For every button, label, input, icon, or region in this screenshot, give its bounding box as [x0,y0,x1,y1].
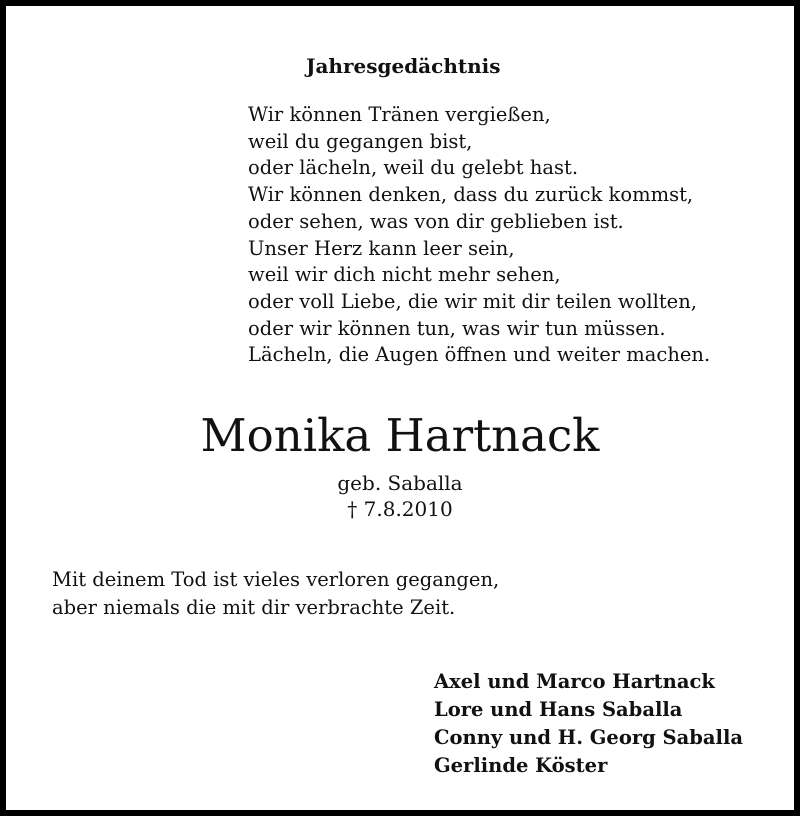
poem-line: oder lächeln, weil du gelebt hast. [248,156,579,180]
mourner-name: Conny und H. Georg Saballa [434,726,743,749]
mourners-list [434,668,743,780]
poem-line: oder wir können tun, was wir tun müssen. [248,316,666,340]
mourner-name: Gerlinde Köster [434,754,608,777]
mourner-name: Axel und Marco Hartnack [434,670,715,693]
poem-line: oder voll Liebe, die wir mit dir teilen wollten, [248,289,697,313]
poem-line: weil du gegangen bist, [248,129,473,153]
memorial-quote [52,566,499,622]
deceased-name: Monika Hartnack [200,409,600,462]
death-date: † 7.8.2010 [347,497,453,521]
birth-name: geb. Saballa [337,471,463,495]
poem-line: Wir können denken, dass du zurück kommst, [248,183,694,207]
quote-line: aber niemals die mit dir verbrachte Zeit. [52,596,456,619]
poem-line: oder sehen, was von dir geblieben ist. [248,209,624,233]
poem-line: weil wir dich nicht mehr sehen, [248,263,561,287]
poem-line: Unser Herz kann leer sein, [248,236,515,260]
poem-line: Lächeln, die Augen öffnen und weiter machen. [248,343,711,367]
poem [248,102,710,369]
quote-line: Mit deinem Tod ist vieles verloren gegangen, [52,568,500,591]
mourner-name: Lore und Hans Saballa [434,698,683,721]
poem-line: Wir können Tränen vergießen, [248,103,551,126]
heading-title: Jahresgedächtnis [306,54,501,78]
